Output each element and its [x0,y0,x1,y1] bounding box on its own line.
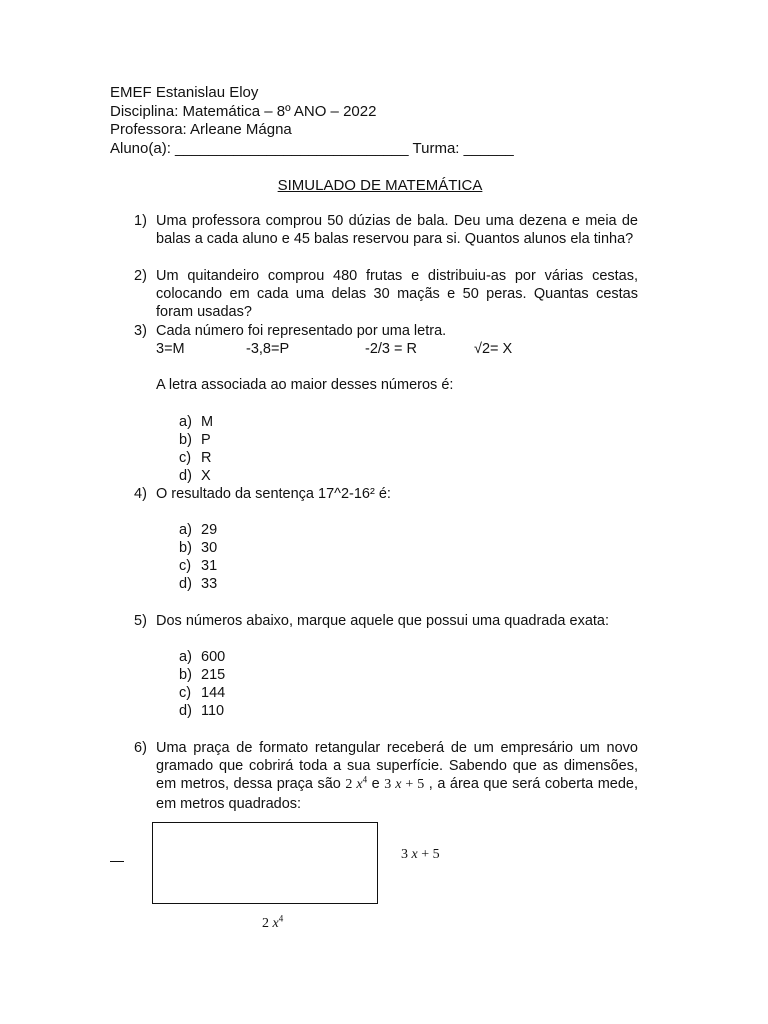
question-4 [134,485,638,503]
question-text: Um quitandeiro comprou 480 frutas e distribuiu-as por várias cestas, colocando em cada uma delas 30 maçãs e 50 peras. Quantas cestas foram usadas? [156,268,638,321]
question-text: Dos números abaixo, marque aquele que possui uma quadrada exata: [156,613,610,629]
expression-2x4: 2 $x^4$ [345,774,368,793]
pair-m: 3=M [156,341,185,357]
option-b: b) 215 [179,667,226,683]
option-d: d) 33 [179,576,218,592]
question-number: 6) [134,740,147,756]
question-text: Uma praça de formato retangular receberá de um empresário um novo gramado que cobrirá toda a sua superfície. Sabendo que as dimensões, em metros, dessa praça são 2 $x^4$ e 3 x + 5 , a área que será coberta mede, em metros quadrados: [156,740,639,812]
student-line: Aluno(a): ____________________________ Turma: ______ [110,139,514,157]
option-d: d) 110 [179,703,225,719]
question-3 [134,322,638,340]
dash-mark [110,861,124,862]
question-6 [134,739,638,813]
option-c: c) 31 [179,558,218,574]
option-a: a) 600 [179,649,226,665]
question-number: 5) [134,613,147,629]
page-title: SIMULADO DE MATEMÁTICA [277,177,483,194]
question-prompt: A letra associada ao maior desses números é: [156,377,454,393]
document-header [110,84,514,158]
side-dimension-label: 3 x + 5 [401,847,440,862]
option-a: a) M [179,414,214,430]
option-b: b) 30 [179,540,218,556]
question-text: O resultado da sentença 17^2-16² é: [156,486,391,502]
option-b: b) P [179,432,211,448]
question-number: 4) [134,486,147,502]
bottom-dimension-label: 2 $x^4$ [262,913,284,931]
expression-3x-plus-5: 3 x + 5 [384,777,425,793]
rectangle-figure [152,822,378,904]
pair-x: √2= X [474,341,513,357]
question-1 [134,212,638,248]
pair-r: -2/3 = R [365,341,417,357]
question-text: Cada número foi representado por uma letra. [156,323,447,339]
question-number: 2) [134,268,147,284]
option-c: c) 144 [179,685,226,701]
question-number: 3) [134,323,147,339]
school-name: EMEF Estanislau Eloy [110,84,259,101]
option-d: d) X [179,468,211,484]
question-number: 1) [134,213,147,229]
question-text: Uma professora comprou 50 dúzias de bala. Deu uma dezena e meia de balas a cada aluno e 45 balas reservou para si. Quantos alunos ela tinha? [156,213,638,248]
question-5 [134,612,638,630]
teacher-line: Professora: Arleane Mágna [110,121,292,139]
pair-p: -3,8=P [246,341,290,357]
option-a: a) 29 [179,522,218,538]
discipline-line: Disciplina: Matemática – 8º ANO – 2022 [110,102,377,120]
option-c: c) R [179,450,212,466]
question-2 [134,267,638,322]
